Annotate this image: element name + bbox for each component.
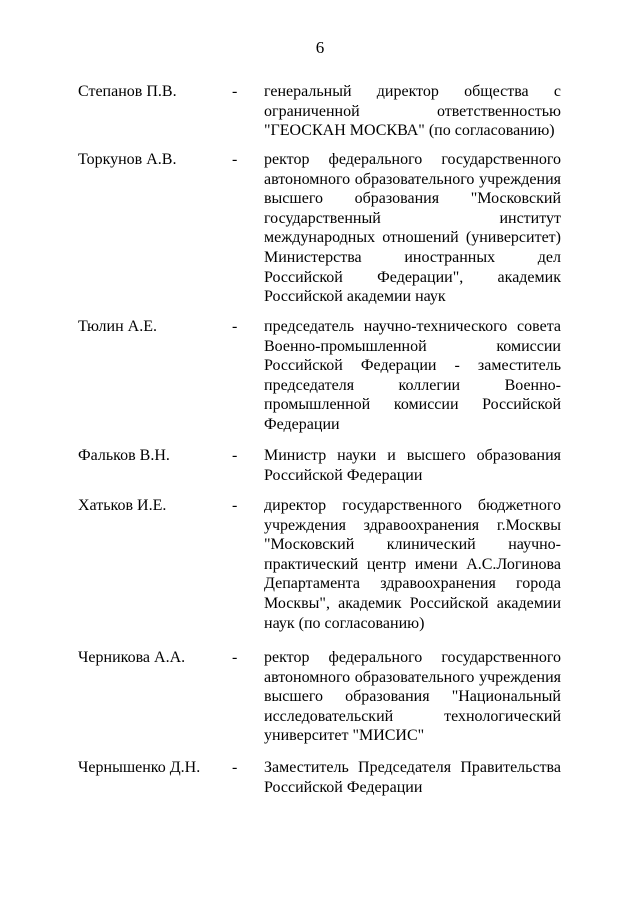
person-name: Степанов П.В. — [78, 83, 177, 100]
separator-dash: - — [232, 318, 238, 335]
person-name: Торкунов А.В. — [78, 151, 177, 168]
page-number: 6 — [315, 38, 325, 57]
separator-dash: - — [232, 497, 238, 514]
person-name: Хатьков И.Е. — [78, 497, 167, 514]
position-description: директор государственного бюджетного учреждения здравоохранения г.Москвы "Московский клинический научно-практический центр имени А.С.Логинова Департамента здравоохранения города Москвы", академик Российской академии наук (по согласованию) — [264, 497, 561, 632]
separator-dash: - — [232, 759, 238, 776]
position-description: генеральный директор общества с ограниченной ответственностью "ГЕОСКАН МОСКВА" (по согласованию) — [264, 83, 561, 140]
person-name: Фальков В.Н. — [78, 447, 170, 464]
position-description: ректор федерального государственного автономного образовательного учреждения высшего образования "Московский государственный институт международных отношений (университет) Министерства иностранных дел Российской Федерации", академик Российской академии наук — [264, 151, 561, 306]
person-name: Тюлин А.Е. — [78, 318, 157, 335]
position-description: Заместитель Председателя Правительства Российской Федерации — [264, 759, 561, 796]
separator-dash: - — [232, 649, 238, 666]
separator-dash: - — [232, 83, 238, 100]
separator-dash: - — [232, 151, 238, 168]
separator-dash: - — [232, 447, 238, 464]
position-description: Министр науки и высшего образования Российской Федерации — [264, 447, 561, 484]
person-name: Чернышенко Д.Н. — [78, 759, 201, 776]
position-description: председатель научно-технического совета Военно-промышленной комиссии Российской Федерации - заместитель председателя коллегии Военно-промышленной комиссии Российской Федерации — [264, 318, 561, 433]
person-name: Черникова А.А. — [78, 649, 186, 666]
position-description: ректор федерального государственного автономного образовательного учреждения высшего образования "Национальный исследовательский технологический университет "МИСИС" — [264, 649, 561, 745]
